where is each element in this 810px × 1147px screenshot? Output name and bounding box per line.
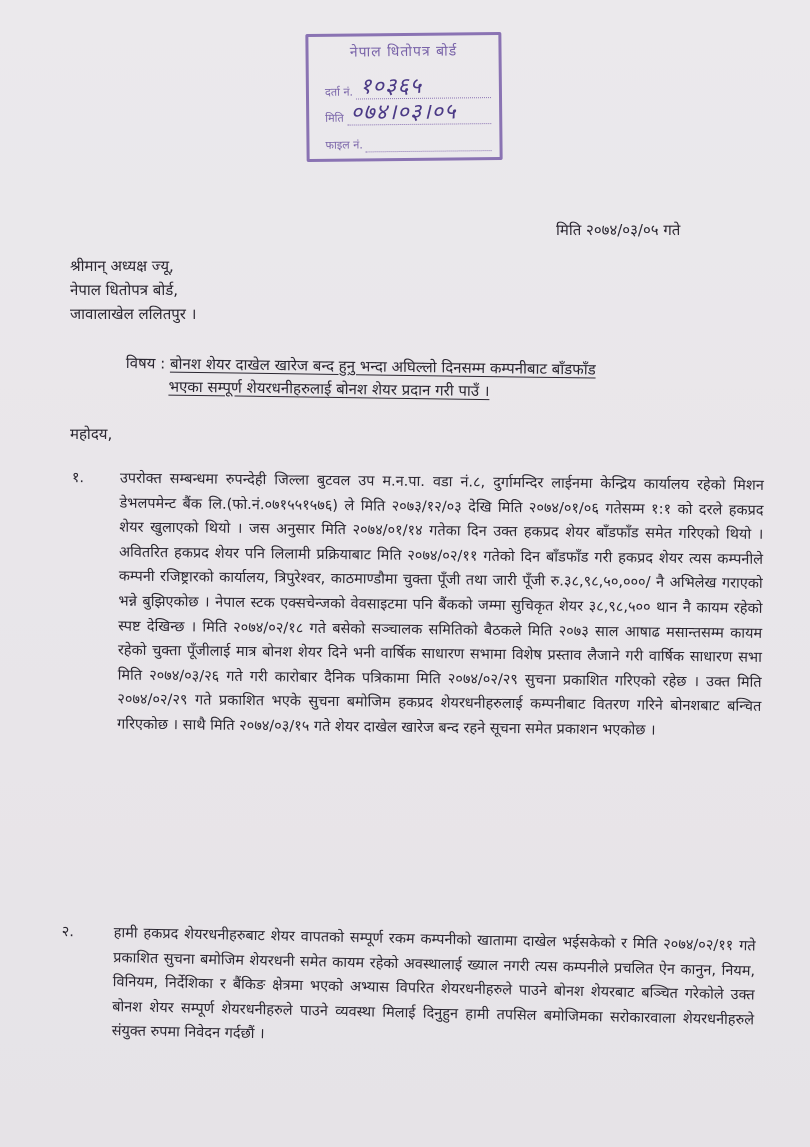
- subject-block: [125, 352, 595, 405]
- addressee-line: जावालाखेल ललितपुर ।: [70, 305, 197, 323]
- stamp-miti-label: मिति: [325, 111, 344, 125]
- stamp-file-row: [325, 130, 491, 153]
- stamp-file-line: [366, 130, 492, 152]
- stamp-miti-row: [325, 99, 491, 126]
- stamp-darta-value: १०३६५: [359, 73, 423, 100]
- paragraph-2: [61, 920, 762, 1043]
- subject-label: विषय :: [125, 353, 166, 373]
- stamp-title: नेपाल धितोपत्र बोर्ड: [349, 43, 458, 61]
- addressee-line: श्रीमान् अध्यक्ष ज्यू,: [70, 257, 174, 275]
- paragraph-number: १.: [71, 470, 85, 487]
- salutation: महोदय,: [70, 425, 113, 443]
- subject-line-2: भएका सम्पूर्ण शेयरधनीहरुलाई बोनश शेयर प्रदान गरी पाउँ ।: [168, 377, 490, 401]
- letter-date: मिति २०७४/०३/०५ गते: [556, 221, 681, 239]
- paragraph-text: हामी हकप्रद शेयरधनीहरुबाट शेयर वापतको सम्पूर्ण रकम कम्पनीको खातामा दाखेल भईसकेको र मिति २०७४/०२/११ गते प्रकाशित सुचना बमोजिम शेयरधनी समेत कायम रहेको अवस्थालाई ख्याल नगरी त्यस कम्पनीले प्रचलित ऐन कानुन, नियम, विनियम, निर्देशिका र बैंकिङ क्षेत्रमा भएको अभ्यास विपरित शेयरधनीहरुले पाउने बोनश शेयरबाट बञ्चित गरेकोले उक्त बोनश शेयर सम्पूर्ण शेयरधनीहरुले पाउने व्यवस्था मिलाई दिनुहुन हामी तपसिल बमोजिमका सरोकारवाला शेयरधनीहरुले संयुक्त रुपमा निवेदन गर्दछौं ।: [111, 925, 756, 1043]
- subject-line-1: बोनश शेयर दाखेल खारेज बन्द हुनु भन्दा अघिल्लो दिनसम्म कम्पनीबाट बाँडफाँड: [169, 354, 596, 379]
- stamp-file-label: फाइल नं.: [325, 138, 363, 152]
- stamp-miti-value: ०७४।०३।०५: [350, 99, 457, 126]
- paragraph-text: उपरोक्त सम्बन्धमा रुपन्देही जिल्ला बुटवल उप म.न.पा. वडा नं.८, दुर्गामन्दिर लाईनमा केन्द्रिय कार्यालय रहेको मिशन डेभलपमेन्ट बैंक लि.(फो.नं.०७१५५१५७६) ले मिति २०७३/१२/०३ देखि मिति २०७४/०१/०६ गतेसम्म १:१ को दरले हकप्रद शेयर खुलाएको थियो । जस अनुसार मिति २०७४/०१/१४ गतेका दिन उक्त हकप्रद शेयर बाँडफाँड समेत गरिएको थियो । अवितरित हकप्रद शेयर पनि लिलामी प्रक्रियाबाट मिति २०७४/०२/११ गतेको दिन बाँडफाँड गरी हकप्रद शेयर त्यस कम्पनीले कम्पनी रजिष्ट्रारको कार्यालय, त्रिपुरेश्वर, काठमाण्डौमा चुक्ता पूँजी तथा जारी पूँजी रु.३८,९८,५०,०००/ नै अभिलेख गराएको भन्ने बुझिएकोछ । नेपाल स्टक एक्सचेन्जको वेवसाइटमा पनि बैंकको जम्मा सुचिकृत शेयर ३८,९८,५०० थान नै कायम रहेको स्पष्ट देखिन्छ । मिति २०७४/०२/१८ गते बसेको सञ्चालक समितिको बैठकले मिति २०७३ साल आषाढ मसान्तसम्म कायम रहेको चुक्ता पूँजीलाई मात्र बोनश शेयर दिने भनी वार्षिक साधारण सभामा विशेष प्रस्ताव लैजाने गरी वार्षिक साधारण सभा मिति २०७४/०३/२६ गते गरी कारोबार दैनिक पत्रिकामा मिति २०७४/०२/२९ सुचना प्रकाशित गरिएको रहेछ । उक्त मिति २०७४/०२/२९ गते प्रकाशित भएके सुचना बमोजिम हकप्रद शेयरधनीहरुलाई कम्पनीबाट वितरण गरिने बोनशबाट बन्चित गरिएकोछ । साथै मिति २०७४/०३/१५ गते शेयर दाखेल खारेज बन्द रहने सूचना समेत प्रकाशन भएकोछ ।: [116, 470, 764, 739]
- addressee-line: नेपाल धितोपत्र बोर्ड,: [70, 281, 179, 299]
- stamp-darta-label: दर्ता नं.: [324, 85, 354, 99]
- addressee-block: [70, 254, 196, 326]
- stamp-miti-line: [347, 99, 492, 126]
- paragraph-1: [70, 466, 770, 739]
- registration-stamp: [305, 32, 502, 162]
- paragraph-number: २.: [61, 923, 75, 941]
